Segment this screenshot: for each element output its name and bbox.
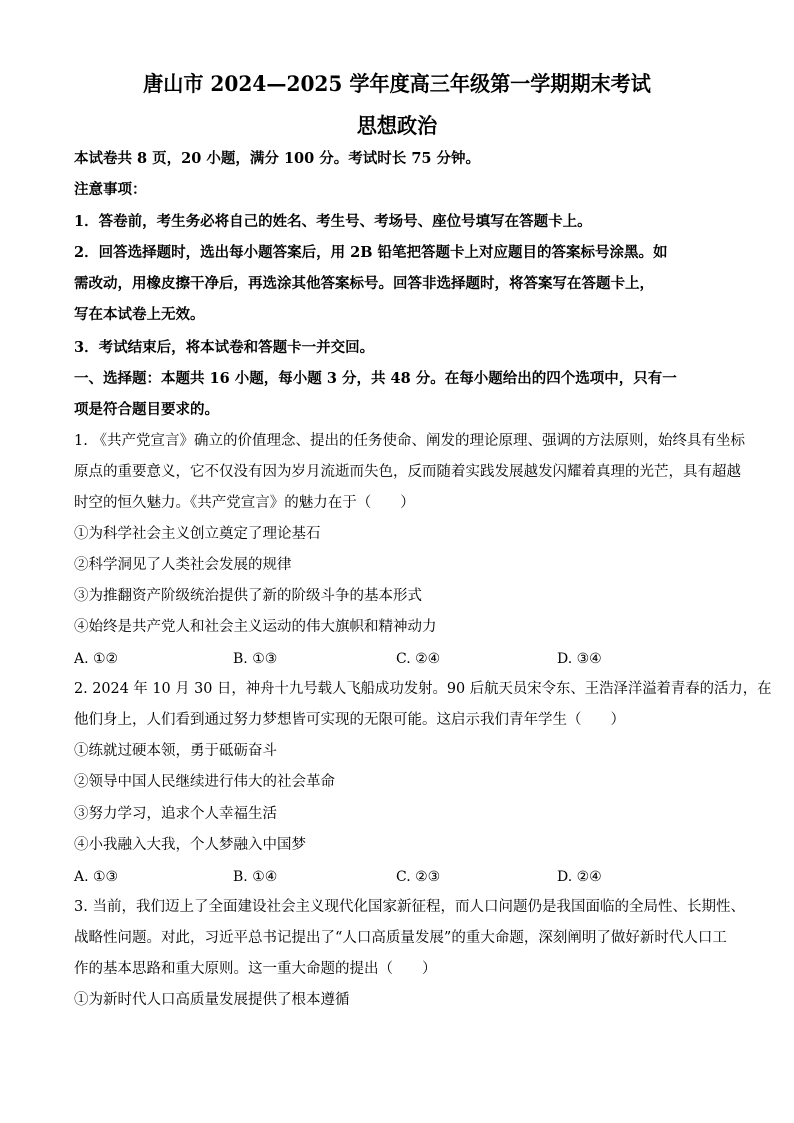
q2-choice-a: A. ①③ bbox=[74, 869, 119, 885]
q3-stem-line-2: 战略性问题。对此，习近平总书记提出了“人口高质量发展”的重大命题，深刻阐明了做好新时代人口工 bbox=[74, 930, 727, 946]
q1-stem-line-3: 时空的恒久魅力。《共产党宣言》的魅力在于（ ） bbox=[74, 495, 415, 511]
exam-summary: 本试卷共 8 页，20 小题，满分 100 分。考试时长 75 分钟。 bbox=[74, 150, 481, 167]
q1-stem-line-1: 1. 《共产党宣言》确立的价值理念、提出的任务使命、阐发的理论原理、强调的方法原则，始终具有坐标 bbox=[74, 433, 745, 449]
q1-choice-b: B. ①③ bbox=[233, 651, 278, 667]
notice-item-1: 1．答卷前，考生务必将自己的姓名、考生号、考场号、座位号填写在答题卡上。 bbox=[74, 213, 592, 230]
q1-option-2: ②科学洞见了人类社会发展的规律 bbox=[74, 557, 292, 573]
q1-choice-a: A. ①② bbox=[74, 651, 119, 667]
q1-stem-line-2: 原点的重要意义，它不仅没有因为岁月流逝而失色，反而随着实践发展越发闪耀着真理的光芒，具有超越 bbox=[74, 464, 741, 480]
q2-stem-line-2: 他们身上，人们看到通过努力梦想皆可实现的无限可能。这启示我们青年学生（ ） bbox=[74, 712, 625, 728]
q2-option-3: ③努力学习，追求个人幸福生活 bbox=[74, 806, 277, 822]
q2-option-2: ②领导中国人民继续进行伟大的社会革命 bbox=[74, 774, 335, 790]
q1-choice-d: D. ③④ bbox=[557, 651, 602, 667]
q3-option-1: ①为新时代人口高质量发展提供了根本遵循 bbox=[74, 992, 350, 1008]
notice-item-3: 3．考试结束后，将本试卷和答题卡一并交回。 bbox=[74, 339, 375, 356]
q2-option-4: ④小我融入大我，个人梦融入中国梦 bbox=[74, 837, 306, 853]
q1-option-1: ①为科学社会主义创立奠定了理论基石 bbox=[74, 526, 321, 542]
subject-title: 思想政治 bbox=[356, 113, 438, 138]
q2-stem-line-1: 2. 2024 年 10 月 30 日，神舟十九号载人飞船成功发射。90 后航天员宋令东、王浩泽洋溢着青春的活力，在 bbox=[74, 681, 772, 697]
q1-choice-c: C. ②④ bbox=[396, 651, 441, 667]
notice-heading: 注意事项： bbox=[74, 181, 147, 198]
notice-item-2-line-1: 2．回答选择题时，选出每小题答案后，用 2B 铅笔把答题卡上对应题目的答案标号涂黑。如 bbox=[74, 244, 668, 261]
q2-choice-c: C. ②③ bbox=[396, 869, 441, 885]
exam-title: 唐山市 2024—2025 学年度高三年级第一学期期末考试 bbox=[143, 71, 651, 96]
q1-option-3: ③为推翻资产阶级统治提供了新的阶级斗争的基本形式 bbox=[74, 588, 422, 604]
section-1-heading-line-2: 项是符合题目要求的。 bbox=[74, 401, 219, 418]
q1-option-4: ④始终是共产党人和社会主义运动的伟大旗帜和精神动力 bbox=[74, 619, 437, 635]
q2-option-1: ①练就过硬本领，勇于砥砺奋斗 bbox=[74, 743, 277, 759]
section-1-heading-line-1: 一、选择题：本题共 16 小题，每小题 3 分，共 48 分。在每小题给出的四个选项中，只有一 bbox=[74, 370, 677, 387]
notice-item-2-line-2: 需改动，用橡皮擦干净后，再选涂其他答案标号。回答非选择题时，将答案写在答题卡上， bbox=[74, 275, 654, 292]
q3-stem-line-1: 3. 当前，我们迈上了全面建设社会主义现代化国家新征程，而人口问题仍是我国面临的全局性、长期性、 bbox=[74, 899, 745, 915]
q3-stem-line-3: 作的基本思路和重大原则。这一重大命题的提出（ ） bbox=[74, 961, 437, 977]
q2-choice-d: D. ②④ bbox=[557, 869, 602, 885]
q2-choice-b: B. ①④ bbox=[233, 869, 278, 885]
notice-item-2-line-3: 写在本试卷上无效。 bbox=[74, 306, 205, 323]
